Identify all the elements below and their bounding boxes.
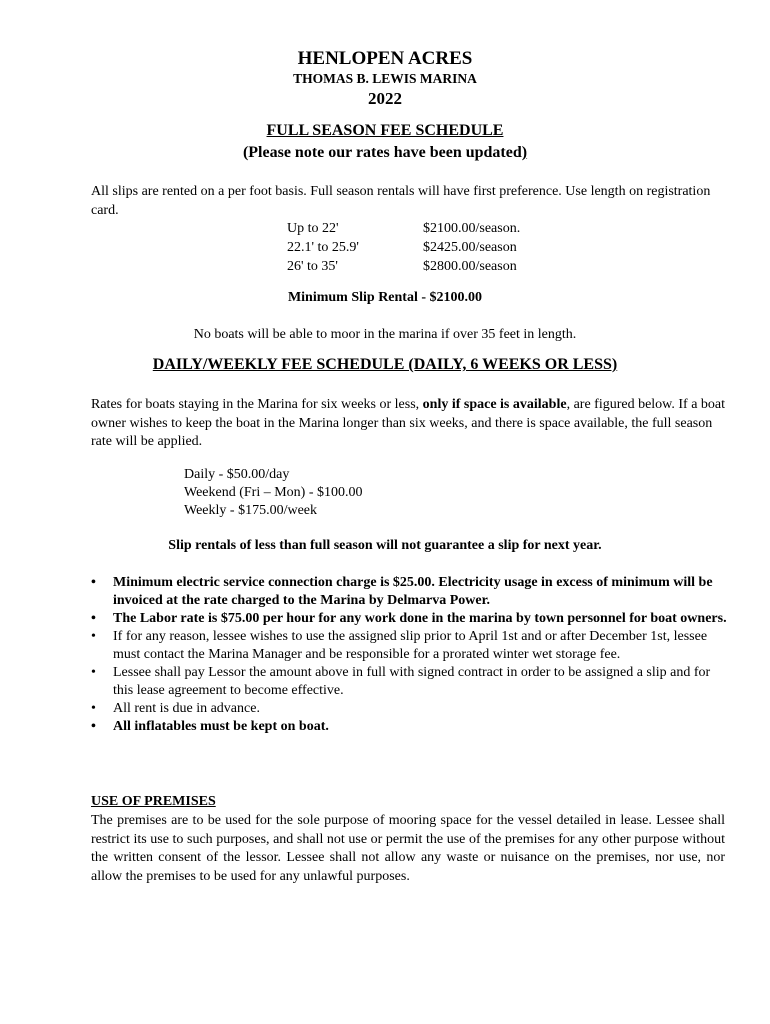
minimum-slip-rental: Minimum Slip Rental - $2100.00 <box>287 290 483 305</box>
rate-row <box>287 238 520 257</box>
rates-updated-note <box>0 144 770 162</box>
daily-rate: Daily - $50.00/day <box>184 467 290 482</box>
intro-part-b: , are figured below. If a boat owner wishes to keep the boat in the Marina longer than six weeks, and there is space available, the full season rate will be applied. <box>91 397 726 449</box>
rate-price: $2425.00/season <box>423 240 517 255</box>
rate-size: 22.1' to 25.9' <box>287 240 359 255</box>
full-season-intro: All slips are rented on a per foot basis. Full season rentals will have first preference. Use length on registration card. <box>91 184 711 218</box>
use-of-premises-text: The premises are to be used for the sole purpose of mooring space for the vessel detailed in lease. Lessee shall restrict its use to such purposes, and shall not use or permit the use of the premises for any other purpose without the written consent of the lessor. Lessee shall not allow any waste or nuisance on the premises, nor use, nor allow the premises to be used for any unlawful purposes. <box>91 813 725 884</box>
intro-bold-part: only if space is available <box>422 397 567 412</box>
town-title: HENLOPEN ACRES <box>297 48 473 69</box>
rates-updated-paren: ) <box>521 144 528 161</box>
terms-list <box>91 574 731 736</box>
marina-name: THOMAS B. LEWIS MARINA <box>293 71 477 86</box>
intro-part-a: Rates for boats staying in the Marina for six weeks or less, <box>91 397 423 412</box>
slip-guarantee-note: Slip rentals of less than full season will not guarantee a slip for next year. <box>168 538 602 553</box>
use-of-premises-heading: USE OF PREMISES <box>91 794 216 809</box>
list-item <box>91 700 731 718</box>
rate-table <box>287 219 520 276</box>
bullet-icon: • <box>91 629 96 644</box>
list-item-text: All inflatables must be kept on boat. <box>113 719 329 734</box>
list-item <box>91 664 731 700</box>
list-item-text: If for any reason, lessee wishes to use the assigned slip prior to April 1st and or after December 1st, lessee must contact the Marina Manager and be responsible for a prorated winter wet storage fee. <box>113 629 708 662</box>
rate-row <box>287 257 520 276</box>
bullet-icon: • <box>91 719 96 734</box>
rate-row <box>287 219 520 238</box>
daily-weekly-heading: DAILY/WEEKLY FEE SCHEDULE (DAILY, 6 WEEKS OR LESS) <box>152 356 618 373</box>
list-item <box>91 628 731 664</box>
list-item-text: All rent is due in advance. <box>113 701 260 716</box>
length-limit-note: No boats will be able to moor in the marina if over 35 feet in length. <box>193 327 577 342</box>
list-item-text: Lessee shall pay Lessor the amount above in full with signed contract in order to be assigned a slip and for this lease agreement to become effective. <box>113 665 711 698</box>
bullet-icon: • <box>91 575 96 590</box>
rate-size: Up to 22' <box>287 221 339 236</box>
list-item <box>91 574 731 610</box>
year: 2022 <box>368 89 402 108</box>
rate-size: 26' to 35' <box>287 259 338 274</box>
schedule-title: FULL SEASON FEE SCHEDULE <box>266 122 504 139</box>
bullet-icon: • <box>91 701 96 716</box>
daily-weekly-intro <box>91 396 731 452</box>
list-item-text: Minimum electric service connection charge is $25.00. Electricity usage in excess of minimum will be invoiced at the rate charged to the Marina by Delmarva Power. <box>113 575 713 608</box>
weekend-rate: Weekend (Fri – Mon) - $100.00 <box>184 485 363 500</box>
bullet-icon: • <box>91 611 96 626</box>
list-item-text: The Labor rate is $75.00 per hour for any work done in the marina by town personnel for boat owners. <box>113 611 727 626</box>
rate-price: $2800.00/season <box>423 259 517 274</box>
list-item <box>91 610 731 628</box>
list-item <box>91 718 731 736</box>
daily-rate-list <box>184 466 363 520</box>
rate-price: $2100.00/season. <box>423 221 521 236</box>
bullet-icon: • <box>91 665 96 680</box>
rates-updated-text: (Please note our rates have been updated <box>242 144 522 161</box>
weekly-rate: Weekly - $175.00/week <box>184 503 317 518</box>
